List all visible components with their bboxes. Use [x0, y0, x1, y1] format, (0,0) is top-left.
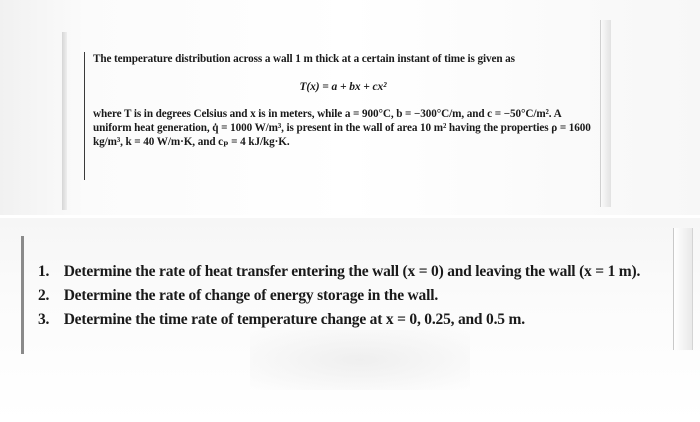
- temperature-equation: T(x) = a + bx + cx²: [299, 81, 387, 93]
- question-number: 1.: [38, 263, 50, 280]
- question-item: [30, 284, 670, 308]
- question-item: [30, 260, 670, 284]
- page-edge-shadow-left: [62, 32, 67, 210]
- question-margin-line: [21, 236, 24, 354]
- question-text: Determine the rate of change of energy storage in the wall.: [63, 287, 438, 304]
- question-list: [30, 260, 670, 332]
- page-edge-shadow-right: [600, 20, 611, 207]
- problem-statement: [84, 52, 593, 180]
- problem-description: where T is in degrees Celsius and x is in meters, while a = 900°C, b = −300°C/m, and c = −50°C/m². A uniform heat generation, q̇ = 1000 W/m³, is present in the wall of area 10 m² having the properties ρ = 1600 kg/m³, k = 40 W/m·K, and cₚ = 4 kJ/kg·K.: [93, 108, 591, 148]
- question-number: 3.: [38, 311, 50, 328]
- scan-smudge: [250, 330, 470, 390]
- question-text: Determine the time rate of temperature change at x = 0, 0.25, and 0.5 m.: [63, 311, 525, 328]
- question-item: [30, 308, 670, 332]
- question-number: 2.: [38, 287, 50, 304]
- problem-intro: The temperature distribution across a wall 1 m thick at a certain instant of time is given as: [93, 53, 515, 65]
- page-edge-shadow-right-lower: [673, 228, 693, 350]
- question-text: Determine the rate of heat transfer entering the wall (x = 0) and leaving the wall (x = 1 m).: [63, 263, 641, 280]
